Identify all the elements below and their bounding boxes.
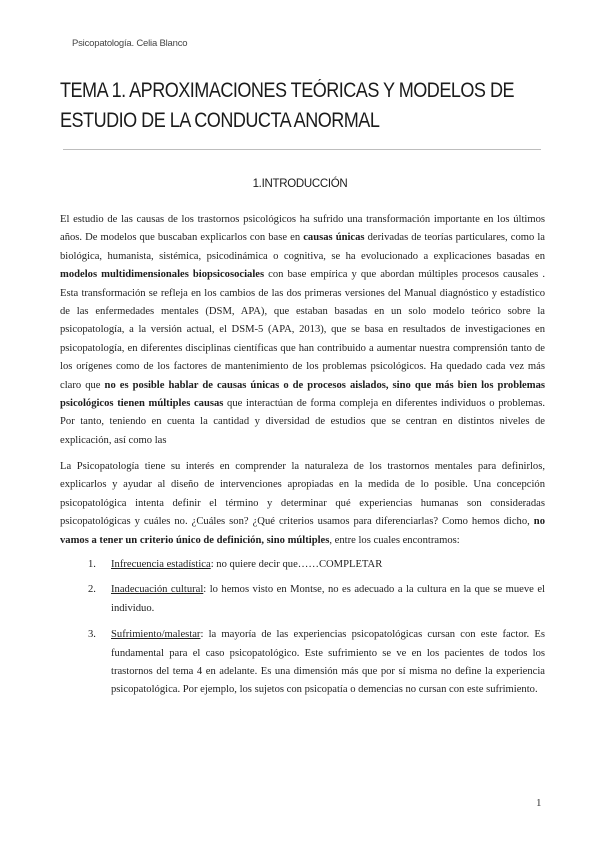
bold-run: modelos multidimensionales biopsicosociales xyxy=(60,269,265,281)
criterion-text: : no quiere decir que……COMPLETAR xyxy=(210,559,383,570)
list-number: 3. xyxy=(88,629,96,641)
text-run: , entre los cuales encontramos: xyxy=(329,534,460,546)
chapter-title: TEMA 1. APROXIMACIONES TEÓRICAS Y MODELOS DE ESTUDIO DE LA CONDUCTA ANORMAL xyxy=(60,79,515,132)
list-item xyxy=(88,581,545,618)
list-number: 1. xyxy=(88,559,96,570)
text-run: que interactúan de forma compleja en diferentes individuos o problemas. Por tanto, teniendo en cuenta la cantidad y diversidad de estudios que se centran en distintos niveles de explicación, así como las xyxy=(60,398,545,446)
bold-run: no es posible hablar de causas únicas o de procesos aislados, sino que más bien los problemas psicológicos tienen múltiples causas xyxy=(60,379,545,410)
section-heading: 1.INTRODUCCIÓN xyxy=(252,178,348,190)
criteria-list xyxy=(88,556,545,700)
list-item xyxy=(88,626,545,700)
list-number: 2. xyxy=(88,584,96,596)
intro-paragraph xyxy=(60,211,545,450)
criterion-term: Infrecuencia estadística xyxy=(111,559,211,570)
text-run: con base empírica y que abordan múltiples procesos causales . Esta transformación se refleja en los cambios de las dos primeras versiones del Manual diagnóstico y estadístico de las enfermedades mentales (DSM, APA), que estaban basadas en un solo modelo teórico sobre la psicopatología, a la versión actual, el DSM-5 (APA, 2013), que se basa en resultados de investigaciones en psicopatología, en diferentes disciplinas científicas que han contribuido a aumentar nuestra comprensión tanto de los orígenes como de los factores de mantenimiento de los problemas psicológicos. Ha quedado cada vez más claro que xyxy=(60,269,545,391)
criteria-paragraph xyxy=(60,458,545,550)
criterion-term: Inadecuación cultural xyxy=(111,584,204,596)
page-number: 1 xyxy=(536,797,542,809)
running-header: Psicopatología. Celia Blanco xyxy=(72,38,188,49)
text-run: derivadas de teorías particulares, como la biológica, humanista, sistémica, psicodinámica o cognitiva, se ha evolucionado a explicaciones basadas en xyxy=(60,232,545,262)
criterion-text: : la mayoría de las experiencias psicopatológicas cursan con este factor. Es fundamental para el caso psicopatológico. Este sufrimiento se ve en los pacientes de todos los trastornos del tema 4 en adelante. Es una dimensión más que por sí misma no define la experiencia psicopatológica. Por ejemplo, los sujetos con psicopatía o demencias no cursan con este sufrimiento. xyxy=(111,629,545,696)
criterion-term: Sufrimiento/malestar xyxy=(111,629,201,641)
list-item xyxy=(88,556,545,574)
title-divider xyxy=(63,149,541,150)
bold-run: no vamos a tener un criterio único de definición, sino múltiples xyxy=(60,516,545,546)
bold-run: causas únicas xyxy=(303,232,365,244)
text-run: El estudio de las causas de los trastornos psicológicos ha sufrido una transformación importante en los últimos años. De modelos que buscaban explicarlos con base en xyxy=(60,214,545,244)
criterion-text: : lo hemos visto en Montse, no es adecuado a la cultura en la que se mueve el individuo. xyxy=(111,584,545,614)
text-run: La Psicopatología tiene su interés en comprender la naturaleza de los trastornos mentales para definirlos, explicarlos y ayudar al diseño de intervenciones apropiadas en la medida de lo posible. Una concepción psicopatológica intenta definir el término y determinar qué experiencias humanas son consideradas psicopatológicas y cuáles no. ¿Cuáles son? ¿Qué criterios usamos para diferenciarlas? Como hemos dicho, xyxy=(60,461,545,528)
